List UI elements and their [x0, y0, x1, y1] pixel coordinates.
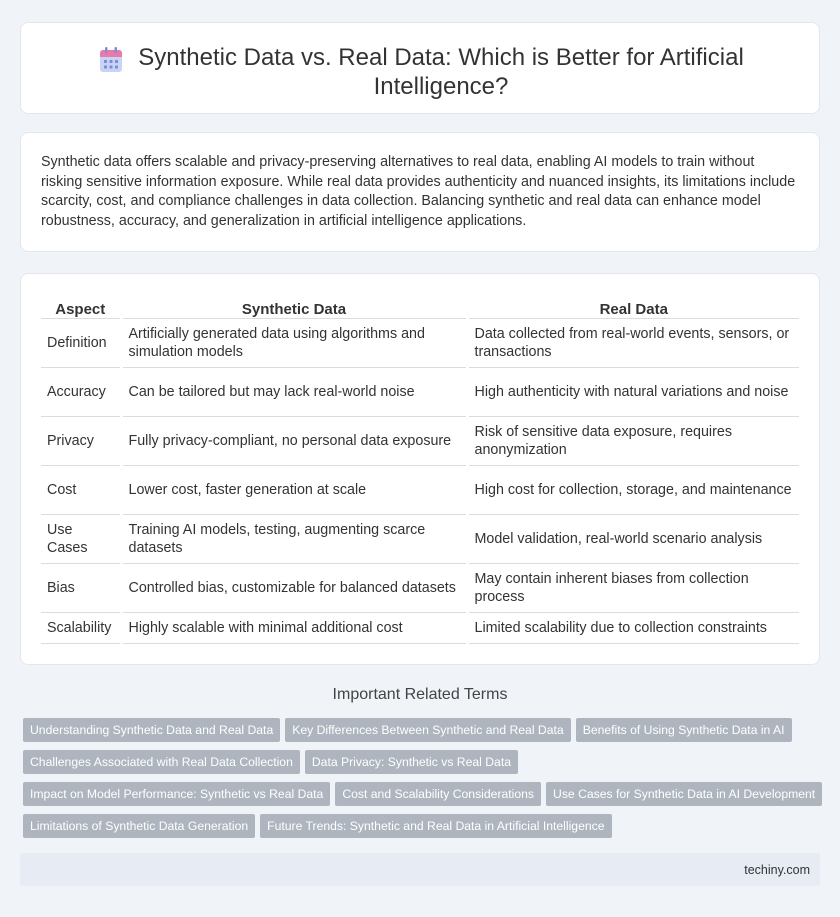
related-terms-title: Important Related Terms [332, 686, 508, 703]
aspect-cell: Bias [41, 563, 121, 612]
synthetic-cell: Controlled bias, customizable for balanced datasets [121, 563, 467, 612]
related-term-tag[interactable]: Understanding Synthetic Data and Real Data [23, 718, 280, 742]
tag-row [23, 782, 823, 814]
real-cell: May contain inherent biases from collection process [467, 563, 799, 612]
real-cell: Model validation, real-world scenario analysis [467, 514, 799, 563]
related-term-tag[interactable]: Limitations of Synthetic Data Generation [23, 814, 255, 838]
table-row [41, 465, 799, 514]
column-header: Real Data [467, 296, 799, 318]
real-cell: Data collected from real-world events, sensors, or transactions [467, 318, 799, 367]
table-row [41, 514, 799, 563]
related-term-tag[interactable]: Challenges Associated with Real Data Collection [23, 750, 300, 774]
footer-site-link[interactable]: techiny.com [744, 863, 810, 877]
intro-text: Synthetic data offers scalable and privacy-preserving alternatives to real data, enabling AI models to train without risking sensitive information exposure. While real data provides authenticity and nuanced insights, its limitations include scarcity, cost, and compliance challenges in data collection. Balancing synthetic and real data can enhance model robustness, accuracy, and generalization in artificial intelligence applications. [41, 154, 796, 229]
aspect-cell: Use Cases [41, 514, 121, 563]
real-cell: Risk of sensitive data exposure, requires anonymization [467, 416, 799, 465]
footer [20, 853, 820, 886]
tag-row [23, 718, 823, 750]
aspect-cell: Definition [41, 318, 121, 367]
table-row [41, 563, 799, 612]
aspect-cell: Cost [41, 465, 121, 514]
related-term-tag[interactable]: Impact on Model Performance: Synthetic vs Real Data [23, 782, 330, 806]
header-card [20, 22, 820, 114]
real-cell: High authenticity with natural variations and noise [467, 367, 799, 416]
table-header-row [41, 296, 799, 318]
table-row [41, 612, 799, 643]
tag-row [23, 750, 823, 782]
table-row [41, 367, 799, 416]
synthetic-cell: Training AI models, testing, augmenting scarce datasets [121, 514, 467, 563]
comparison-table-card [20, 273, 820, 665]
related-term-tag[interactable]: Benefits of Using Synthetic Data in AI [576, 718, 792, 742]
tag-row [23, 814, 823, 846]
related-term-tag[interactable]: Cost and Scalability Considerations [335, 782, 541, 806]
synthetic-cell: Lower cost, faster generation at scale [121, 465, 467, 514]
real-cell: Limited scalability due to collection constraints [467, 612, 799, 643]
related-term-tag[interactable]: Key Differences Between Synthetic and Real Data [285, 718, 570, 742]
intro-card [20, 132, 820, 252]
table-row [41, 416, 799, 465]
column-header: Aspect [41, 296, 121, 318]
synthetic-cell: Fully privacy-compliant, no personal data exposure [121, 416, 467, 465]
related-term-tag[interactable]: Future Trends: Synthetic and Real Data in Artificial Intelligence [260, 814, 611, 838]
aspect-cell: Privacy [41, 416, 121, 465]
table-row [41, 318, 799, 367]
aspect-cell: Scalability [41, 612, 121, 643]
column-header: Synthetic Data [121, 296, 467, 318]
aspect-cell: Accuracy [41, 367, 121, 416]
related-terms-list [23, 718, 823, 846]
page-title: Synthetic Data vs. Real Data: Which is Better for Artificial Intelligence? [138, 44, 744, 100]
related-term-tag[interactable]: Use Cases for Synthetic Data in AI Development [546, 782, 822, 806]
synthetic-cell: Artificially generated data using algorithms and simulation models [121, 318, 467, 367]
real-cell: High cost for collection, storage, and maintenance [467, 465, 799, 514]
related-term-tag[interactable]: Data Privacy: Synthetic vs Real Data [305, 750, 518, 774]
synthetic-cell: Highly scalable with minimal additional cost [121, 612, 467, 643]
comparison-table [41, 296, 799, 644]
synthetic-cell: Can be tailored but may lack real-world noise [121, 367, 467, 416]
